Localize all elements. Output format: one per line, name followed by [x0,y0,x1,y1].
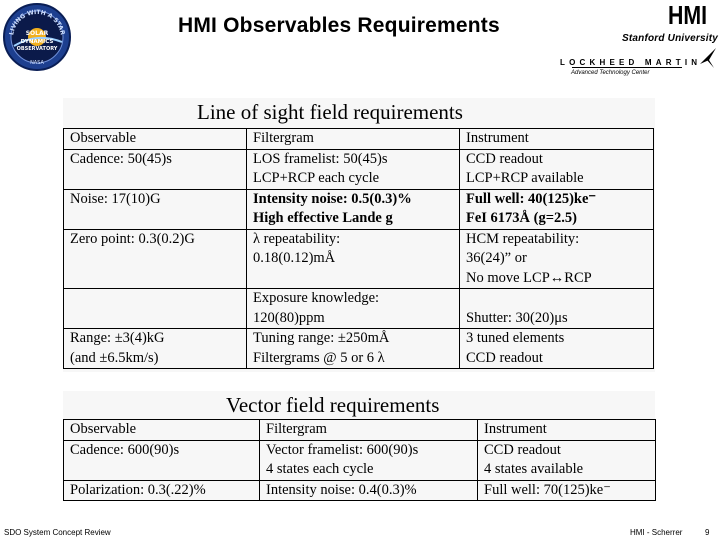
logo-line-1: SOLAR [25,30,49,37]
table-row [64,209,654,229]
footer-author: HMI - Scherrer [630,528,683,537]
los-cell: FeI 6173Å (g=2.5) [466,210,577,226]
los-cell [64,309,247,329]
los-cell [64,169,247,189]
los-cell [64,249,247,269]
page-title: HMI Observables Requirements [178,14,500,37]
los-cell: Intensity noise: 0.5(0.3)% [247,189,460,209]
lockheed-star-icon [698,46,718,70]
los-cell: (and ±6.5km/s) [64,349,247,369]
vector-cell: Cadence: 600(90)s [64,440,260,460]
los-cell [247,269,460,289]
los-cell: Shutter: 30(20)μs [466,309,568,326]
lockheed-subtitle: Advanced Technology Center [571,70,650,76]
vector-cell [64,460,260,480]
vector-cell: 4 states available [484,461,584,477]
los-cell: Tuning range: ±250mÅ [247,329,460,349]
col-header-observable: Observable [64,129,247,150]
col-header-instrument: Instrument [460,129,654,150]
table-row [64,480,656,501]
col-header-observable: Observable [64,420,260,441]
los-requirements-table [63,128,654,369]
los-cell: 36(24)” or [466,250,527,266]
vector-cell: Vector framelist: 600(90)s [260,440,478,460]
los-cell [64,269,247,289]
los-cell: High effective Lande g [247,209,460,229]
vector-cell: CCD readout [484,441,561,458]
table-row [64,229,654,249]
table-row [64,269,654,289]
hmi-mark: HMI [668,0,708,30]
vector-header-row [64,420,656,441]
los-header-row [64,129,654,150]
table-row [64,169,654,189]
table-row [64,309,654,329]
los-cell [460,289,654,309]
table-row [64,249,654,269]
los-cell: LOS framelist: 50(45)s [247,149,460,169]
logo-line-2: DYNAMICS [20,39,54,45]
header-rule [572,67,682,68]
table-row [64,289,654,309]
los-cell: Full well: 40(125)ke⁻ [460,189,654,209]
vector-cell: Full well: 70(125)ke⁻ [478,480,656,501]
los-cell: Cadence: 50(45)s [64,149,247,169]
vector-cell: Polarization: 0.3(.22)% [64,480,260,501]
table-row [64,440,656,460]
los-cell: No move LCP↔RCP [460,269,654,289]
table-row [64,460,656,480]
los-cell: Range: ±3(4)kG [64,329,247,349]
los-cell: LCP+RCP available [466,170,584,186]
sdo-logo [2,2,72,72]
table-row [64,189,654,209]
logo-line-3: OBSERVATORY [16,46,58,52]
los-cell [64,289,247,309]
los-cell: 120(80)ppm [247,309,460,329]
los-cell: 0.18(0.12)mÅ [247,249,460,269]
page-number: 9 [705,528,710,537]
col-header-filtergram: Filtergram [247,129,460,150]
los-cell: LCP+RCP each cycle [247,169,460,189]
vector-section-title: Vector field requirements [226,393,440,417]
los-section-title: Line of sight field requirements [197,100,463,124]
los-cell: Noise: 17(10)G [64,189,247,209]
col-header-instrument: Instrument [478,420,656,441]
logo-agency: NASA [30,60,44,66]
los-cell: λ repeatability: [247,229,460,249]
los-cell: Exposure knowledge: [247,289,460,309]
logo-arc-text: LIVING WITH A STAR [8,8,66,36]
table-row [64,329,654,349]
table-row [64,349,654,369]
footer-review-label: SDO System Concept Review [4,528,111,537]
table-row [64,149,654,169]
los-cell [64,209,247,229]
stanford-university-label: Stanford University [622,33,719,44]
vector-requirements-table [63,419,656,501]
lockheed-martin-label: LOCKHEED MARTIN [560,58,702,67]
los-cell: 3 tuned elements [460,329,654,349]
vector-cell: Intensity noise: 0.4(0.3)% [260,480,478,501]
los-cell: CCD readout [466,150,543,167]
vector-cell: 4 states each cycle [260,460,478,480]
los-cell: CCD readout [466,349,543,366]
los-cell: Filtergrams @ 5 or 6 λ [247,349,460,369]
los-cell: HCM repeatability: [460,229,654,249]
los-cell: Zero point: 0.3(0.2)G [64,229,247,249]
col-header-filtergram: Filtergram [260,420,478,441]
